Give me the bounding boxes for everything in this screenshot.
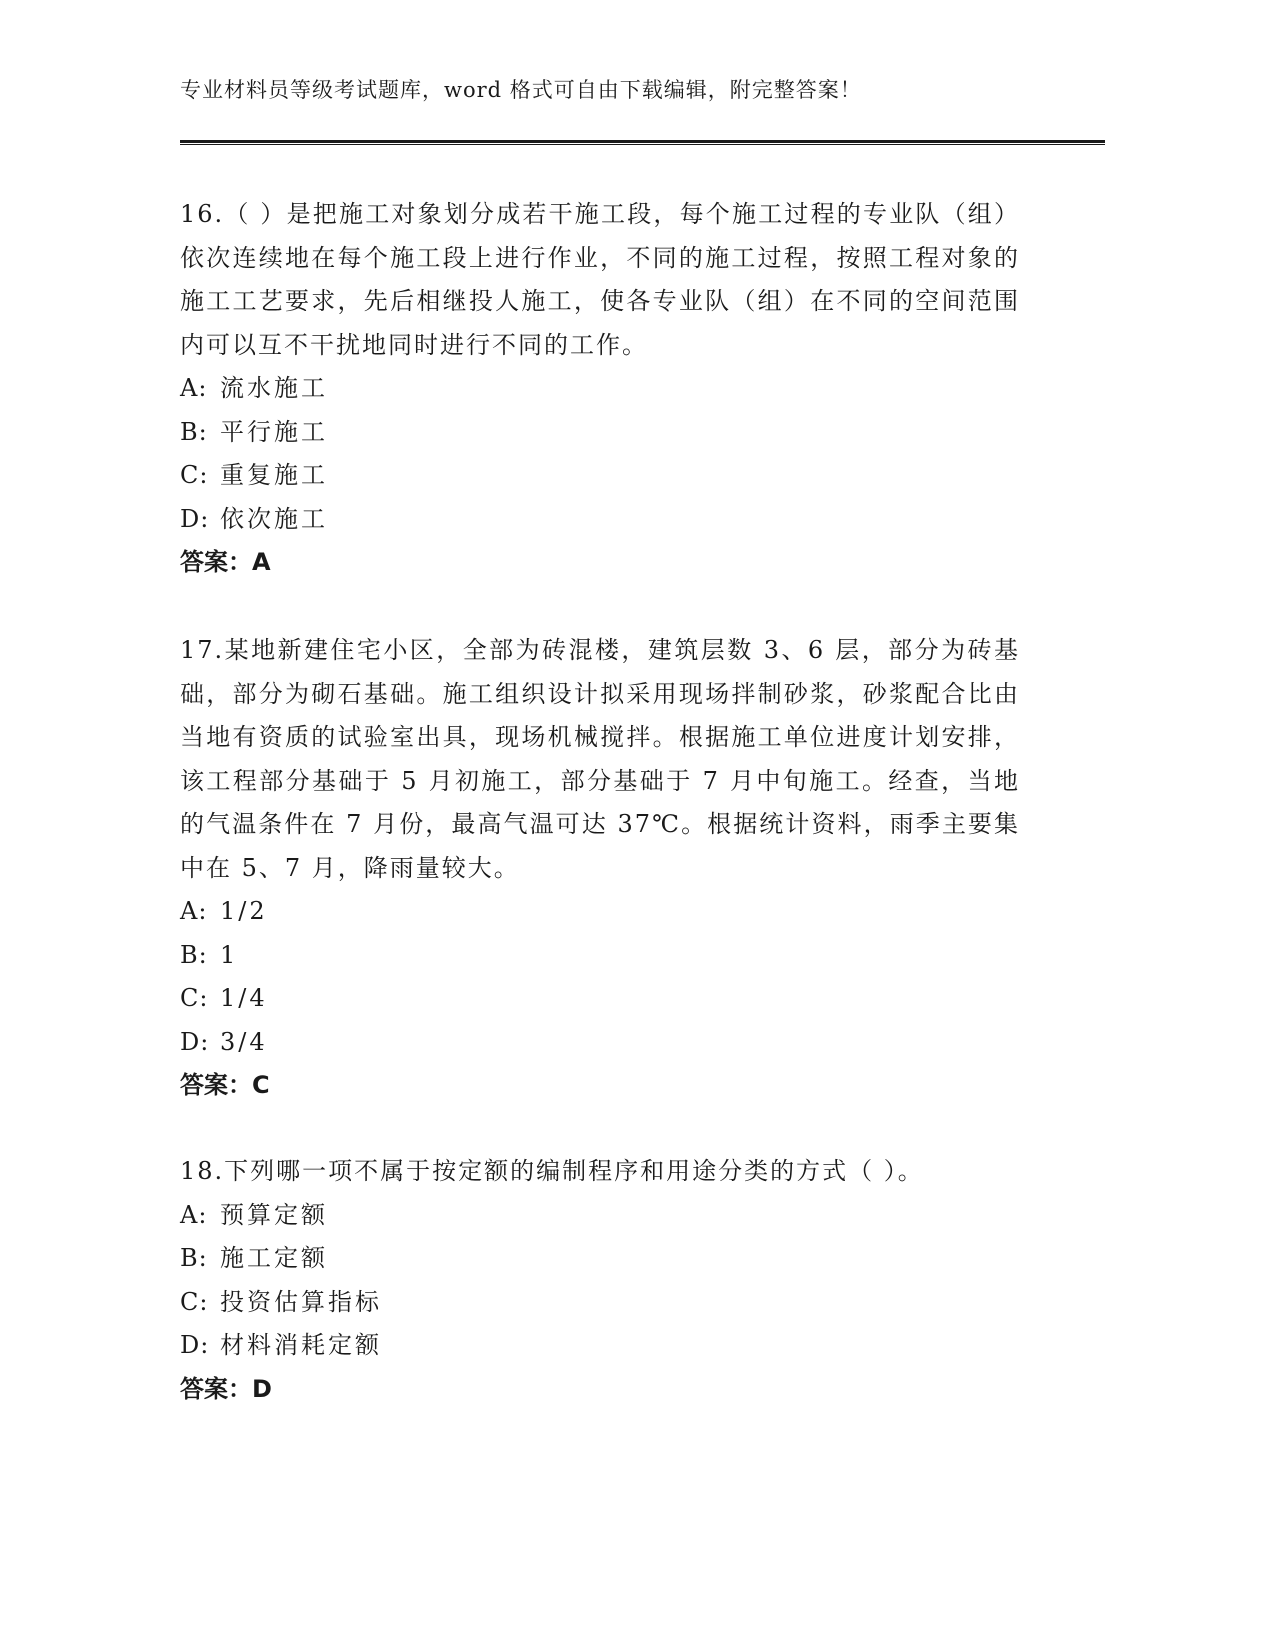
- option-text: 重复施工: [220, 461, 328, 489]
- option-key: D:: [180, 1027, 210, 1056]
- option-text: 施工定额: [220, 1244, 328, 1272]
- option-a: [180, 367, 1020, 411]
- option-key: C:: [180, 984, 209, 1012]
- option-key: A:: [180, 374, 208, 402]
- option-key: B:: [180, 1244, 208, 1272]
- option-key: C:: [180, 461, 209, 489]
- question-stem: 17.某地新建住宅小区，全部为砖混楼，建筑层数 3、6 层，部分为砖基础，部分为砌石基础。施工组织设计拟采用现场拌制砂浆，砂浆配合比由当地有资质的试验室出具，现场机械搅拌。根据施工单位进度计划安排，该工程部分基础于 5 月初施工，部分基础于 7 月中旬施工。经查，当地的气温条件在 7 月份，最高气温可达 37℃。根据统计资料，雨季主要集中在 5、7 月，降雨量较大。: [180, 636, 1020, 882]
- question-16: [180, 193, 1020, 585]
- option-b: [180, 411, 1020, 455]
- option-b: [180, 1237, 1020, 1281]
- option-d: [180, 1021, 1020, 1065]
- option-text: 1/2: [220, 897, 268, 925]
- header-text: 专业材料员等级考试题库，word 格式可自由下载编辑，附完整答案！: [180, 78, 862, 102]
- option-text: 平行施工: [220, 417, 328, 446]
- option-text: 3/4: [220, 1027, 268, 1056]
- question-stem: 18.下列哪一项不属于按定额的编制程序和用途分类的方式（ ）。: [180, 1157, 924, 1185]
- option-c: [180, 454, 1020, 498]
- question-stem: 16.（ ）是把施工对象划分成若干施工段，每个施工过程的专业队（组）依次连续地在每个施工段上进行作业，不同的施工过程，按照工程对象的施工工艺要求，先后相继投人施工，使各专业队（组）在不同的空间范围内可以互不干扰地同时进行不同的工作。: [180, 200, 1020, 359]
- option-d: [180, 1324, 1020, 1368]
- option-d: [180, 498, 1020, 542]
- option-text: 投资估算指标: [220, 1287, 382, 1316]
- option-key: C:: [180, 1287, 209, 1316]
- option-b: [180, 934, 1020, 978]
- option-c: [180, 977, 1020, 1021]
- option-text: 1/4: [220, 984, 268, 1012]
- question-17: [180, 629, 1020, 1108]
- header-rule: [180, 140, 1105, 145]
- option-key: B:: [180, 417, 208, 446]
- option-key: D:: [180, 1331, 210, 1359]
- answer-line: 答案：A: [180, 548, 271, 576]
- option-key: D:: [180, 504, 210, 533]
- option-key: B:: [180, 940, 208, 969]
- option-text: 流水施工: [220, 374, 328, 402]
- option-a: [180, 1194, 1020, 1238]
- option-key: A:: [180, 1200, 208, 1229]
- option-text: 依次施工: [220, 504, 328, 533]
- option-key: A:: [180, 897, 208, 925]
- answer-line: 答案：C: [180, 1071, 270, 1099]
- option-text: 预算定额: [220, 1200, 328, 1229]
- option-text: 材料消耗定额: [220, 1331, 382, 1359]
- option-text: 1: [220, 940, 239, 969]
- answer-line: 答案：D: [180, 1374, 272, 1403]
- question-18: [180, 1150, 1020, 1411]
- option-c: [180, 1281, 1020, 1325]
- option-a: [180, 890, 1020, 934]
